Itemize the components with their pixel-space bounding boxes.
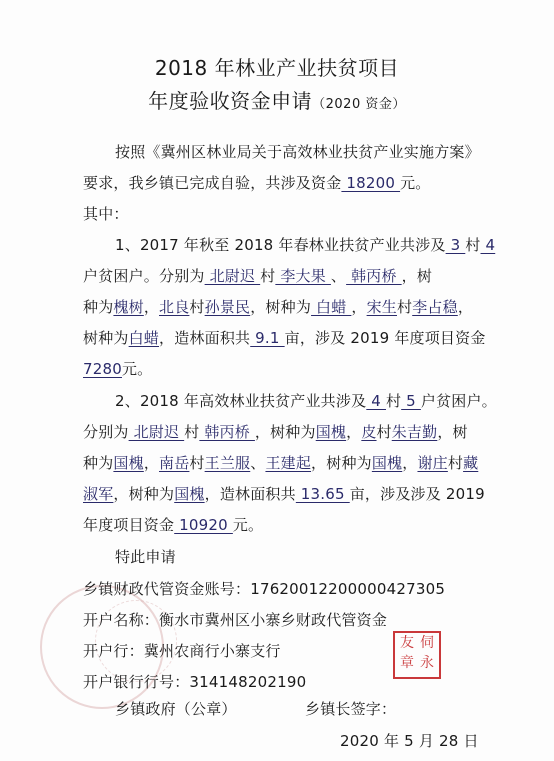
item1-text: ，造林面积共 bbox=[159, 329, 251, 347]
head-signature-label: 乡镇长签字： bbox=[305, 700, 397, 718]
item1-person: 李占稳 bbox=[412, 298, 458, 316]
bankno-line bbox=[83, 671, 306, 692]
item2-text: ，树种为 bbox=[254, 423, 316, 441]
item2-text: 种为 bbox=[83, 454, 114, 472]
item2-village: 皮 bbox=[361, 423, 377, 441]
item1-text: 村 bbox=[260, 267, 276, 285]
item2-line-4 bbox=[83, 483, 485, 504]
item1-line-4 bbox=[83, 327, 486, 348]
item2-person: 王兰服 bbox=[204, 454, 251, 472]
item2-text: ， bbox=[346, 423, 362, 441]
item2-text: 、 bbox=[250, 454, 266, 472]
item1-text: ， bbox=[351, 298, 367, 316]
item1-text: 户贫困户。分别为 bbox=[83, 267, 205, 285]
subtitle-year: （2020 资金） bbox=[312, 97, 406, 112]
item2-text: ， bbox=[402, 454, 418, 472]
item2-person: 王建起 bbox=[265, 454, 312, 472]
intro-line-1: 按照《冀州区林业局关于高效林业扶贫产业实施方案》 bbox=[115, 143, 480, 161]
item1-text: 亩，涉及 2019 年度项目资金 bbox=[284, 329, 486, 347]
item2-tree: 国槐 bbox=[315, 423, 347, 441]
item1-tree: 槐树 bbox=[113, 298, 144, 316]
item1-text: ， bbox=[143, 298, 160, 316]
item2-village: 北尉迟 bbox=[128, 423, 185, 441]
intro-line-3: 其中： bbox=[83, 205, 129, 223]
item2-line-2 bbox=[83, 421, 468, 442]
item2-text: 村 bbox=[376, 423, 392, 441]
item1-line-3 bbox=[83, 296, 473, 317]
item1-villages: 3 bbox=[445, 236, 466, 254]
item2-text: 户贫困户。 bbox=[420, 392, 497, 410]
bank-label: 开户行： bbox=[83, 642, 144, 660]
request-text: 特此申请 bbox=[115, 548, 176, 566]
item1-text: ，树 bbox=[401, 267, 433, 285]
intro-text: 要求，我乡镇已完成自验，共涉及资金 bbox=[83, 174, 342, 192]
item2-text: ，树种为 bbox=[311, 454, 372, 472]
item1-person: 孙景民 bbox=[204, 298, 251, 316]
item1-line-5 bbox=[83, 358, 152, 379]
item1-person: 李大果 bbox=[275, 267, 331, 285]
stamp-char: 永 bbox=[420, 655, 434, 671]
item1-line-2 bbox=[83, 265, 432, 286]
item2-text: 2、2018 年高效林业扶贫产业共涉及 bbox=[115, 392, 367, 410]
item1-text: 村 bbox=[465, 236, 481, 254]
bank-line bbox=[83, 640, 281, 661]
item2-tree: 国槐 bbox=[174, 485, 205, 503]
stamp-char: 友 bbox=[400, 635, 414, 651]
item2-text: 村 bbox=[385, 392, 402, 410]
item1-amount: 7280 bbox=[83, 360, 122, 378]
item1-households: 4 bbox=[480, 236, 496, 254]
item2-text: 亩，涉及涉及 2019 bbox=[349, 485, 485, 503]
item2-area: 13.65 bbox=[295, 485, 350, 503]
item1-village: 北尉迟 bbox=[204, 267, 261, 285]
doc-subtitle bbox=[0, 85, 554, 114]
item1-text: ，树种为 bbox=[250, 298, 312, 316]
item1-text: ， bbox=[457, 298, 474, 316]
item2-text: ，树 bbox=[437, 423, 468, 441]
holder-value: 衡水市冀州区小寨乡财政代管资金 bbox=[159, 611, 388, 629]
intro-unit: 元。 bbox=[400, 174, 431, 192]
item2-text: 年度项目资金 bbox=[83, 516, 175, 534]
item2-village: 南岳 bbox=[159, 454, 190, 472]
item2-villages: 4 bbox=[366, 392, 386, 410]
item2-person: 韩丙桥 bbox=[199, 423, 255, 441]
item2-text: ，树种为 bbox=[113, 485, 175, 503]
item2-text: 元。 bbox=[232, 516, 264, 534]
item1-text: 、 bbox=[330, 267, 347, 285]
item1-area: 9.1 bbox=[250, 329, 285, 347]
item2-text: 村 bbox=[447, 454, 464, 472]
subtitle-main: 年度验收资金申请 bbox=[148, 89, 313, 113]
item1-line-1 bbox=[115, 234, 495, 255]
item2-tree: 国槐 bbox=[371, 454, 403, 472]
item2-line-3 bbox=[83, 452, 478, 473]
item1-text: 1、2017 年秋至 2018 年春林业扶贫产业共涉及 bbox=[115, 236, 446, 254]
holder-line bbox=[83, 609, 387, 630]
signature-stamp bbox=[393, 631, 441, 679]
item2-tree: 国槐 bbox=[113, 454, 144, 472]
item2-person: 藏 bbox=[463, 454, 479, 472]
item1-text: 元。 bbox=[121, 360, 153, 378]
doc-title: 2018 年林业产业扶贫项目 bbox=[154, 56, 400, 80]
intro-line-2 bbox=[83, 172, 430, 193]
item1-text: 村 bbox=[397, 298, 413, 316]
item2-text: 村 bbox=[189, 454, 205, 472]
item2-text: 分别为 bbox=[83, 423, 129, 441]
total-amount: 18200 bbox=[341, 174, 401, 192]
account-label: 乡镇财政代管资金账号： bbox=[83, 580, 251, 598]
item2-line-1 bbox=[115, 390, 497, 411]
item2-amount: 10920 bbox=[174, 516, 233, 534]
gov-seal-label: 乡镇政府（公章） bbox=[115, 700, 237, 718]
item2-person: 朱吉勤 bbox=[391, 423, 438, 441]
item2-text: ， bbox=[143, 454, 160, 472]
bankno-value: 314148202190 bbox=[189, 673, 307, 691]
item1-tree: 白蜡 bbox=[311, 298, 352, 316]
item1-village: 宋生 bbox=[366, 298, 397, 316]
document-date: 2020 年 5 月 28 日 bbox=[340, 732, 479, 750]
item1-village: 北良 bbox=[159, 298, 190, 316]
item1-person: 韩丙桥 bbox=[346, 267, 402, 285]
stamp-char: 章 bbox=[400, 655, 414, 671]
account-value: 17620012200000427305 bbox=[250, 580, 446, 598]
item2-text: ，造林面积共 bbox=[204, 485, 296, 503]
item2-village: 谢庄 bbox=[417, 454, 448, 472]
bank-value: 冀州农商行小寨支行 bbox=[143, 642, 281, 660]
item2-households: 5 bbox=[401, 392, 421, 410]
bankno-label: 开户银行行号： bbox=[83, 673, 190, 691]
stamp-char: 伺 bbox=[420, 635, 434, 651]
item2-person: 淑军 bbox=[83, 485, 114, 503]
item1-text: 村 bbox=[189, 298, 205, 316]
holder-label: 开户名称： bbox=[83, 611, 160, 629]
account-line bbox=[83, 578, 445, 599]
item2-line-5 bbox=[83, 514, 263, 535]
item2-text: 村 bbox=[184, 423, 200, 441]
item1-tree: 白蜡 bbox=[128, 329, 160, 347]
item1-text: 树种为 bbox=[83, 329, 129, 347]
item1-text: 种为 bbox=[83, 298, 114, 316]
